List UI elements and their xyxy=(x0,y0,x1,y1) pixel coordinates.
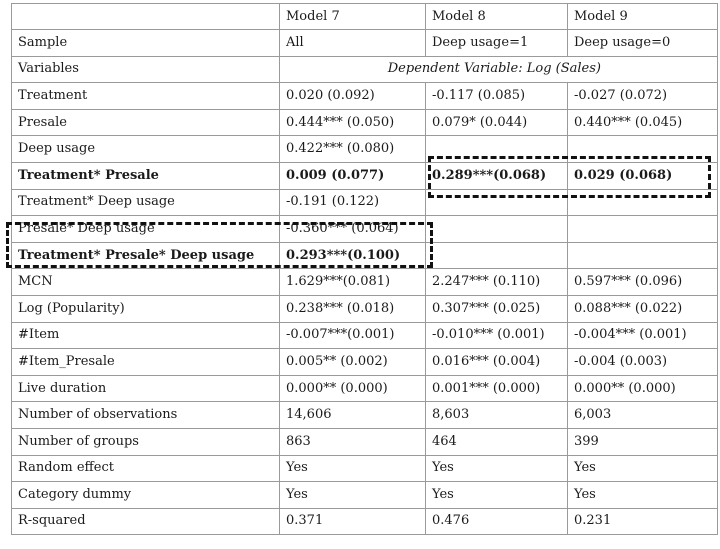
row-label: Random effect xyxy=(12,455,280,482)
model-7-cell: 0.000** (0.000) xyxy=(280,375,426,402)
model-8-cell: 0.079* (0.044) xyxy=(426,109,568,136)
model-9-cell: 399 xyxy=(568,428,718,455)
model-8-cell: 0.476 xyxy=(426,508,568,535)
row-label: #Item xyxy=(12,322,280,349)
row-label: Presale* Deep usage xyxy=(12,216,280,243)
table-row xyxy=(12,189,718,216)
model-8-cell xyxy=(426,136,568,163)
model-7-cell: 14,606 xyxy=(280,402,426,429)
row-label: R-squared xyxy=(12,508,280,535)
variables-row xyxy=(12,56,718,83)
model-8-cell: -0.010*** (0.001) xyxy=(426,322,568,349)
model-7-cell: Yes xyxy=(280,482,426,509)
sample-model-7: All xyxy=(280,30,426,57)
model-8-cell: 0.001*** (0.000) xyxy=(426,375,568,402)
model-9-cell: 0.000** (0.000) xyxy=(568,375,718,402)
row-label: Number of observations xyxy=(12,402,280,429)
row-label: Deep usage xyxy=(12,136,280,163)
model-9-cell xyxy=(568,242,718,269)
model-8-cell: 0.289***(0.068) xyxy=(426,162,568,189)
model-8-cell: 0.016*** (0.004) xyxy=(426,349,568,376)
model-8-cell: 0.307*** (0.025) xyxy=(426,295,568,322)
sample-row xyxy=(12,30,718,57)
model-9-cell: 0.231 xyxy=(568,508,718,535)
model-9-cell xyxy=(568,216,718,243)
model-8-cell: Yes xyxy=(426,482,568,509)
model-7-cell: 0.020 (0.092) xyxy=(280,83,426,110)
model-7-cell: 0.444*** (0.050) xyxy=(280,109,426,136)
table-row xyxy=(12,83,718,110)
table-row xyxy=(12,402,718,429)
row-label: Treatment* Deep usage xyxy=(12,189,280,216)
row-label: Live duration xyxy=(12,375,280,402)
sample-model-9: Deep usage=0 xyxy=(568,30,718,57)
model-9-cell: -0.027 (0.072) xyxy=(568,83,718,110)
model-9-cell: 0.088*** (0.022) xyxy=(568,295,718,322)
row-label: Treatment* Presale xyxy=(12,162,280,189)
row-label: Category dummy xyxy=(12,482,280,509)
model-7-cell: -0.191 (0.122) xyxy=(280,189,426,216)
model-9-cell: 0.440*** (0.045) xyxy=(568,109,718,136)
row-label: Log (Popularity) xyxy=(12,295,280,322)
model-9-cell xyxy=(568,136,718,163)
table-body xyxy=(12,4,718,535)
header-model-8: Model 8 xyxy=(426,4,568,30)
table-row xyxy=(12,295,718,322)
model-8-cell xyxy=(426,189,568,216)
model-7-cell: 863 xyxy=(280,428,426,455)
model-7-cell: -0.007***(0.001) xyxy=(280,322,426,349)
table-row xyxy=(12,482,718,509)
model-8-cell: 464 xyxy=(426,428,568,455)
row-label: Presale xyxy=(12,109,280,136)
model-7-cell: 0.293***(0.100) xyxy=(280,242,426,269)
model-7-cell: -0.360*** (0.064) xyxy=(280,216,426,243)
model-8-cell: Yes xyxy=(426,455,568,482)
table-row xyxy=(12,455,718,482)
sample-label: Sample xyxy=(12,30,280,57)
model-9-cell: Yes xyxy=(568,482,718,509)
table-row xyxy=(12,269,718,296)
model-9-cell: -0.004*** (0.001) xyxy=(568,322,718,349)
row-label: MCN xyxy=(12,269,280,296)
table-row xyxy=(12,242,718,269)
row-label: Treatment* Presale* Deep usage xyxy=(12,242,280,269)
variables-label: Variables xyxy=(12,56,280,83)
model-7-cell: 1.629***(0.081) xyxy=(280,269,426,296)
table-row xyxy=(12,349,718,376)
model-7-cell: 0.422*** (0.080) xyxy=(280,136,426,163)
model-8-cell: 2.247*** (0.110) xyxy=(426,269,568,296)
header-model-9: Model 9 xyxy=(568,4,718,30)
dependent-variable-caption: Dependent Variable: Log (Sales) xyxy=(280,56,718,83)
table-row xyxy=(12,216,718,243)
model-9-cell: 6,003 xyxy=(568,402,718,429)
model-8-cell xyxy=(426,216,568,243)
row-label: Treatment xyxy=(12,83,280,110)
model-7-cell: 0.005** (0.002) xyxy=(280,349,426,376)
regression-table xyxy=(11,3,718,535)
model-8-cell xyxy=(426,242,568,269)
table-row xyxy=(12,508,718,535)
model-9-cell xyxy=(568,189,718,216)
model-7-cell: Yes xyxy=(280,455,426,482)
sample-model-8: Deep usage=1 xyxy=(426,30,568,57)
model-7-cell: 0.009 (0.077) xyxy=(280,162,426,189)
table-row xyxy=(12,428,718,455)
table-row xyxy=(12,322,718,349)
table-row xyxy=(12,375,718,402)
row-label: #Item_Presale xyxy=(12,349,280,376)
table-row xyxy=(12,162,718,189)
model-7-cell: 0.371 xyxy=(280,508,426,535)
table-row xyxy=(12,109,718,136)
model-8-cell: -0.117 (0.085) xyxy=(426,83,568,110)
header-empty-cell xyxy=(12,4,280,30)
model-8-cell: 8,603 xyxy=(426,402,568,429)
model-9-cell: Yes xyxy=(568,455,718,482)
model-9-cell: 0.597*** (0.096) xyxy=(568,269,718,296)
row-label: Number of groups xyxy=(12,428,280,455)
model-7-cell: 0.238*** (0.018) xyxy=(280,295,426,322)
table-row xyxy=(12,136,718,163)
model-9-cell: -0.004 (0.003) xyxy=(568,349,718,376)
model-9-cell: 0.029 (0.068) xyxy=(568,162,718,189)
header-model-7: Model 7 xyxy=(280,4,426,30)
header-row xyxy=(12,4,718,30)
